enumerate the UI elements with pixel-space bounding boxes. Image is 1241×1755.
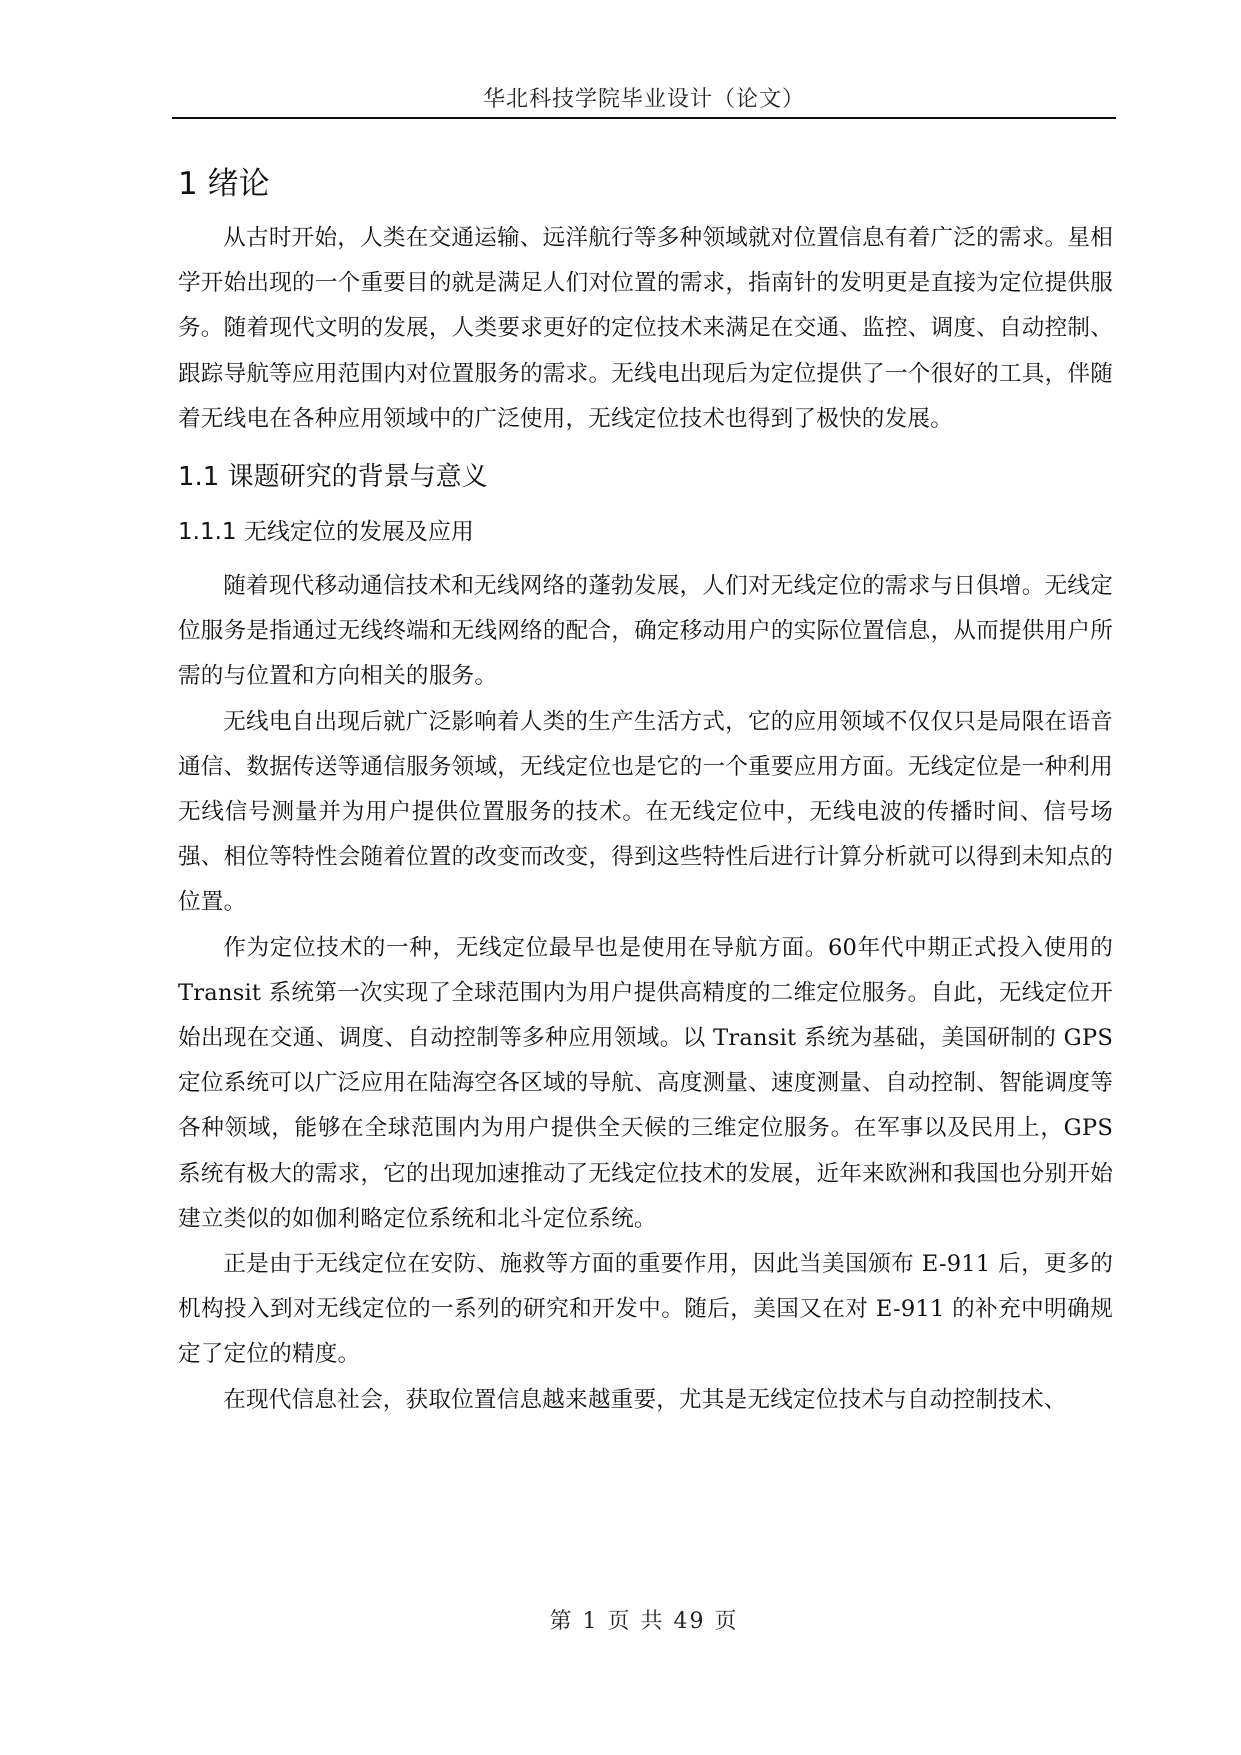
chapter-title: 1 绪论 bbox=[178, 166, 270, 202]
page-footer: 第 1 页 共 49 页 bbox=[549, 1609, 739, 1634]
subsection-paragraph-3: 作为定位技术的一种，无线定位最早也是使用在导航方面。60年代中期正式投入使用的 Transit 系统第一次实现了全球范围内为用户提供高精度的二维定位服务。自此，无线定位开始出现在交通、调度、自动控制等多种应用领域。以 Transit 系统为基础，美国研制的 GPS 定位系统可以广泛应用在陆海空各区域的导航、高度测量、速度测量、自动控制、智能调度等各种领域，能够在全球范围内为用户提供全天候的三维定位服务。在军事以及民用上，GPS 系统有极大的需求，它的出现加速推动了无线定位技术的发展，近年来欧洲和我国也分别开始建立类似的如伽利略定位系统和北斗定位系统。 bbox=[178, 934, 1113, 1232]
chapter-paragraph-1: 从古时开始，人类在交通运输、远洋航行等多种领域就对位置信息有着广泛的需求。星相学开始出现的一个重要目的就是满足人们对位置的需求，指南针的发明更是直接为定位提供服务。随着现代文明的发展，人类要求更好的定位技术来满足在交通、监控、调度、自动控制、跟踪导航等应用范围内对位置服务的需求。无线电出现后为定位提供了一个很好的工具，伴随着无线电在各种应用领域中的广泛使用，无线定位技术也得到了极快的发展。 bbox=[178, 225, 1113, 432]
subsection-title: 1.1.1 无线定位的发展及应用 bbox=[178, 519, 474, 546]
header-rule bbox=[172, 117, 1116, 119]
running-header: 华北科技学院毕业设计（论文） bbox=[482, 87, 805, 112]
page-content bbox=[178, 150, 1113, 1423]
subsection-paragraph-4: 正是由于无线定位在安防、施救等方面的重要作用，因此当美国颁布 E-911 后，更多的机构投入到对无线定位的一系列的研究和开发中。随后，美国又在对 E-911 的补充中明确规定了定位的精度。 bbox=[178, 1251, 1113, 1368]
subsection-paragraph-1: 随着现代移动通信技术和无线网络的蓬勃发展，人们对无线定位的需求与日俱增。无线定位服务是指通过无线终端和无线网络的配合，确定移动用户的实际位置信息，从而提供用户所需的与位置和方向相关的服务。 bbox=[178, 573, 1113, 690]
section-title: 1.1 课题研究的背景与意义 bbox=[178, 462, 488, 493]
subsection-paragraph-5: 在现代信息社会，获取位置信息越来越重要，尤其是无线定位技术与自动控制技术、 bbox=[223, 1386, 1067, 1413]
subsection-paragraph-2: 无线电自出现后就广泛影响着人类的生产生活方式，它的应用领域不仅仅只是局限在语音通信、数据传送等通信服务领域，无线定位也是它的一个重要应用方面。无线定位是一种利用无线信号测量并为用户提供位置服务的技术。在无线定位中，无线电波的传播时间、信号场强、相位等特性会随着位置的改变而改变，得到这些特性后进行计算分析就可以得到未知点的位置。 bbox=[178, 708, 1113, 916]
